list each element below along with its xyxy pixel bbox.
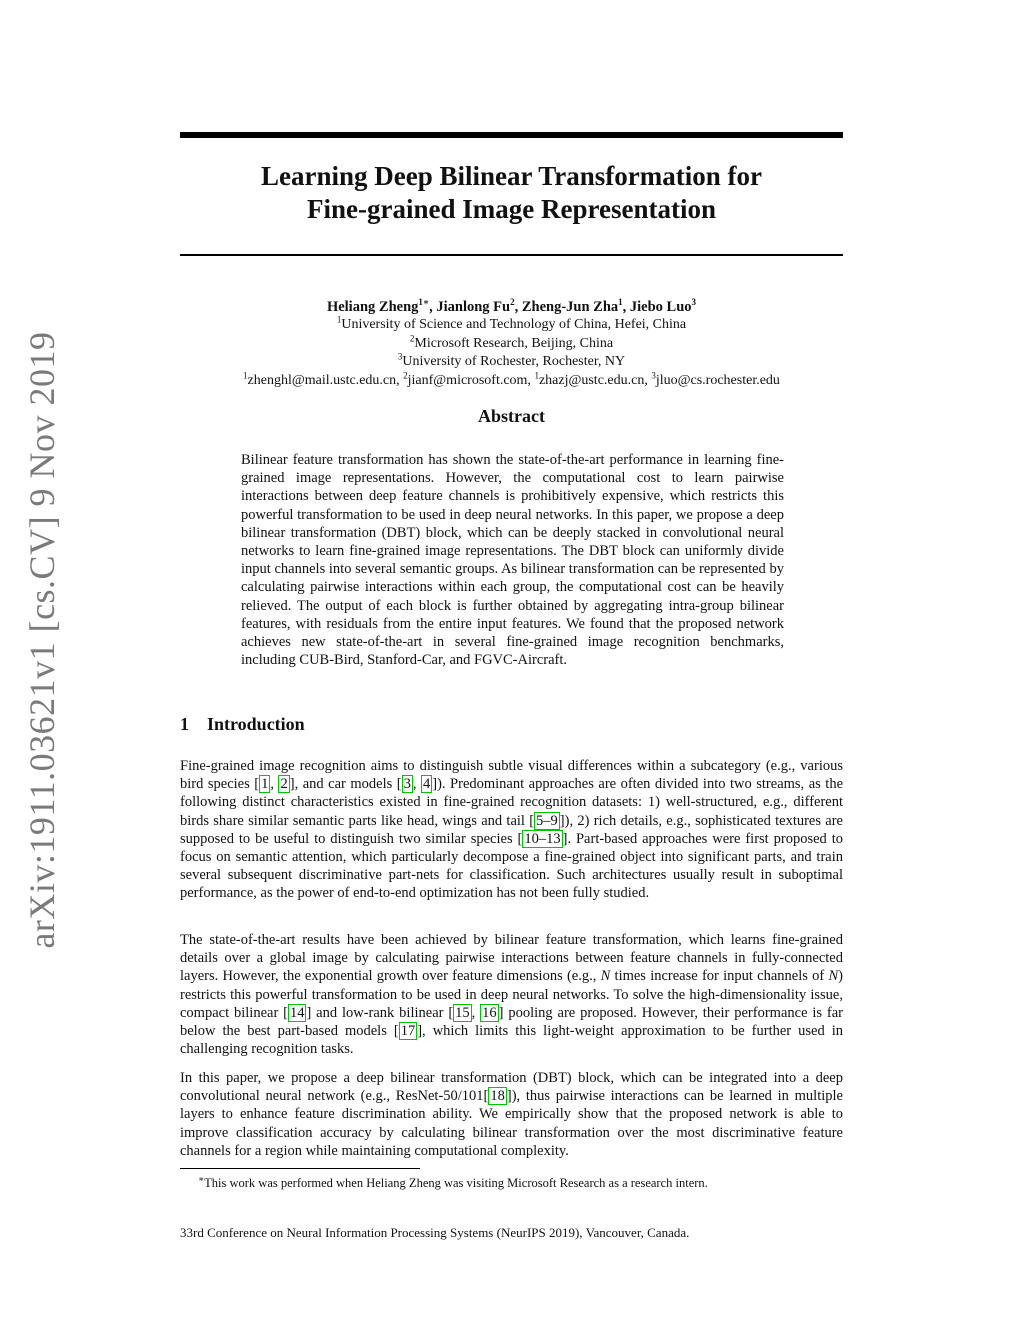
arxiv-identifier: arXiv:1911.03621v1 [cs.CV] 9 Nov 2019 <box>22 331 62 949</box>
email-3-mark: 1 <box>534 369 539 380</box>
author-1-affil: 1∗ <box>418 297 430 308</box>
text-run: In this paper, we propose a deep bilinear transformation (DBT) block, which can be integrated into a deep convolutional neural network (e.g., ResNet-50/101[ <box>180 1070 843 1105</box>
text-run: The state-of-the-art results have been achieved by bilinear feature transformation, which learns fine-grained details over a global image by calculating pairwise interactions between feature channels in fully-connected layers. However, the exponential growth over feature dimensions (e.g., <box>180 932 843 985</box>
author-4: Jiebo Luo <box>629 299 692 315</box>
math-variable: N <box>600 968 611 985</box>
math-variable: N <box>828 968 839 985</box>
affiliation-3-line <box>180 353 843 371</box>
text-run: ]). Predominant approaches are often divided into two streams, as the following distinct characteristics existed in fine-grained recognition datasets: 1) well-structured, e.g., different birds share similar semantic parts like head, wings and tail [ <box>180 776 843 829</box>
affiliation-3-mark: 3 <box>397 351 403 362</box>
section-number: 1 <box>180 714 189 734</box>
text-run: times increase for input channels of <box>610 968 829 985</box>
author-4-affil: 3 <box>691 297 697 308</box>
citation-link[interactable]: 5–9 <box>536 812 558 829</box>
paper-title-line-2: Fine-grained Image Representation <box>307 194 716 224</box>
citation-link[interactable]: 16 <box>482 1004 497 1021</box>
text-run: ]), 2) rich details, e.g., sophisticated textures are supposed to be useful to distinguish two similar species [ <box>180 812 843 847</box>
paper-title <box>180 160 843 226</box>
author-block <box>180 298 843 390</box>
footnote <box>198 1175 708 1191</box>
intro-paragraph-3 <box>180 1069 843 1160</box>
title-rule-bottom <box>180 254 843 256</box>
abstract-heading: Abstract <box>478 406 545 426</box>
affiliation-1: University of Science and Technology of China, Hefei, China <box>341 317 687 333</box>
email-2: jianf@microsoft.com, <box>407 372 535 388</box>
title-rule-top <box>180 132 843 138</box>
citation-link[interactable]: 14 <box>289 1004 305 1021</box>
arxiv-sidebar <box>0 0 80 1325</box>
email-1: zhenghl@mail.ustc.edu.cn, <box>247 372 404 388</box>
email-1-mark: 1 <box>243 369 248 380</box>
citation-link[interactable]: 3 <box>403 776 411 793</box>
conference-footer: 33rd Conference on Neural Information Processing Systems (NeurIPS 2019), Vancouver, Canada. <box>180 1225 690 1240</box>
intro-paragraph-1 <box>180 757 843 903</box>
text-run: , <box>471 1004 481 1021</box>
text-run: Fine-grained image recognition aims to distinguish subtle visual differences within a subcategory (e.g., various bird species [ <box>180 758 843 793</box>
affiliation-1-line <box>180 316 843 334</box>
affiliation-2: Microsoft Research, Beijing, China <box>414 335 614 351</box>
intro-paragraph-2 <box>180 931 843 1058</box>
author-3: Zheng-Jun Zha <box>521 299 619 315</box>
citation-link[interactable]: 2 <box>280 776 288 793</box>
author-2: Jianlong Fu <box>436 299 511 315</box>
text-run: ], and car models [ <box>289 776 402 793</box>
section-heading-introduction <box>180 714 305 735</box>
email-2-mark: 2 <box>403 369 408 380</box>
text-run: , <box>270 776 279 793</box>
author-3-affil: 1 <box>618 297 623 308</box>
section-title: Introduction <box>207 714 305 734</box>
affiliation-1-mark: 1 <box>336 314 342 325</box>
footnote-mark: ∗ <box>198 1173 205 1184</box>
text-run: ]. Part-based approaches were first proposed to focus on semantic attention, which particularly decompose a fine-grained object into significant parts, and train several subsequent discriminative part-nets for classification. Such architectures usually result in suboptimal performance, as the power of end-to-end optimization has not been fully studied. <box>180 830 843 902</box>
text-run: ], which limits this light-weight approximation to be further used in challenging recognition tasks. <box>180 1023 844 1058</box>
footnote-rule <box>180 1168 420 1169</box>
citation-link[interactable]: 17 <box>400 1023 416 1040</box>
citation-link[interactable]: 15 <box>455 1004 470 1021</box>
email-4-mark: 3 <box>651 369 656 380</box>
text-run: ] pooling are proposed. However, their performance is far below the best part-based models [ <box>180 1004 844 1040</box>
affiliation-3: University of Rochester, Rochester, NY <box>402 354 626 370</box>
text-run: , <box>412 776 421 793</box>
email-line <box>180 369 843 390</box>
email-4: jluo@cs.rochester.edu <box>655 372 780 388</box>
affiliation-2-mark: 2 <box>409 333 415 344</box>
text-run: ) restricts this powerful transformation to be used in deep neural networks. To solve the high-dimensionality issue, compact bilinear [ <box>180 968 843 1021</box>
citation-link[interactable]: 1 <box>261 776 269 793</box>
text-run: ] and low-rank bilinear [ <box>306 1004 454 1021</box>
paper-title-line-1: Learning Deep Bilinear Transformation for <box>261 161 762 191</box>
author-names: Heliang Zheng$^{1∗}$, Jianlong Fu$^2$, Zheng-Jun Zha$^1$, Jiebo Luo$^3$ <box>326 297 697 315</box>
author-2-affil: 2 <box>510 297 515 308</box>
footnote-text: This work was performed when Heliang Zheng was visiting Microsoft Research as a research intern. <box>204 1176 708 1190</box>
citation-link[interactable]: 4 <box>423 776 431 793</box>
abstract-text: Bilinear feature transformation has shown the state-of-the-art performance in learning fine-grained image representations. However, the computational cost to learn pairwise interactions between deep feature channels is prohibitively expensive, which restricts this powerful transformation to be used in deep neural networks. In this paper, we propose a deep bilinear transformation (DBT) block, which can be deeply stacked in convolutional neural networks to learn fine-grained image representations. The DBT block can uniformly divide input channels into several semantic groups. As bilinear transformation can be represented by calculating pairwise interactions within each group, the computational cost can be heavily relieved. The output of each block is further obtained by aggregating intra-group bilinear features, with residuals from the entire input features. We found that the proposed network achieves new state-of-the-art in several fine-grained image recognition benchmarks, including CUB-Bird, Stanford-Car, and FGVC-Aircraft. <box>241 452 784 669</box>
citation-link[interactable]: 18 <box>490 1088 505 1105</box>
text-run: ]), thus pairwise interactions can be learned in multiple layers to enhance feature discrimination ability. We empirically show that the proposed network is able to improve classification accuracy by calculating bilinear transformation over the most discriminative feature channels for a region while maintaining computational complexity. <box>180 1088 843 1159</box>
affiliation-2-line <box>180 335 843 353</box>
author-1: Heliang Zheng <box>326 299 419 315</box>
citation-link[interactable]: 10–13 <box>524 830 561 847</box>
email-3: zhazj@ustc.edu.cn, <box>538 372 652 388</box>
